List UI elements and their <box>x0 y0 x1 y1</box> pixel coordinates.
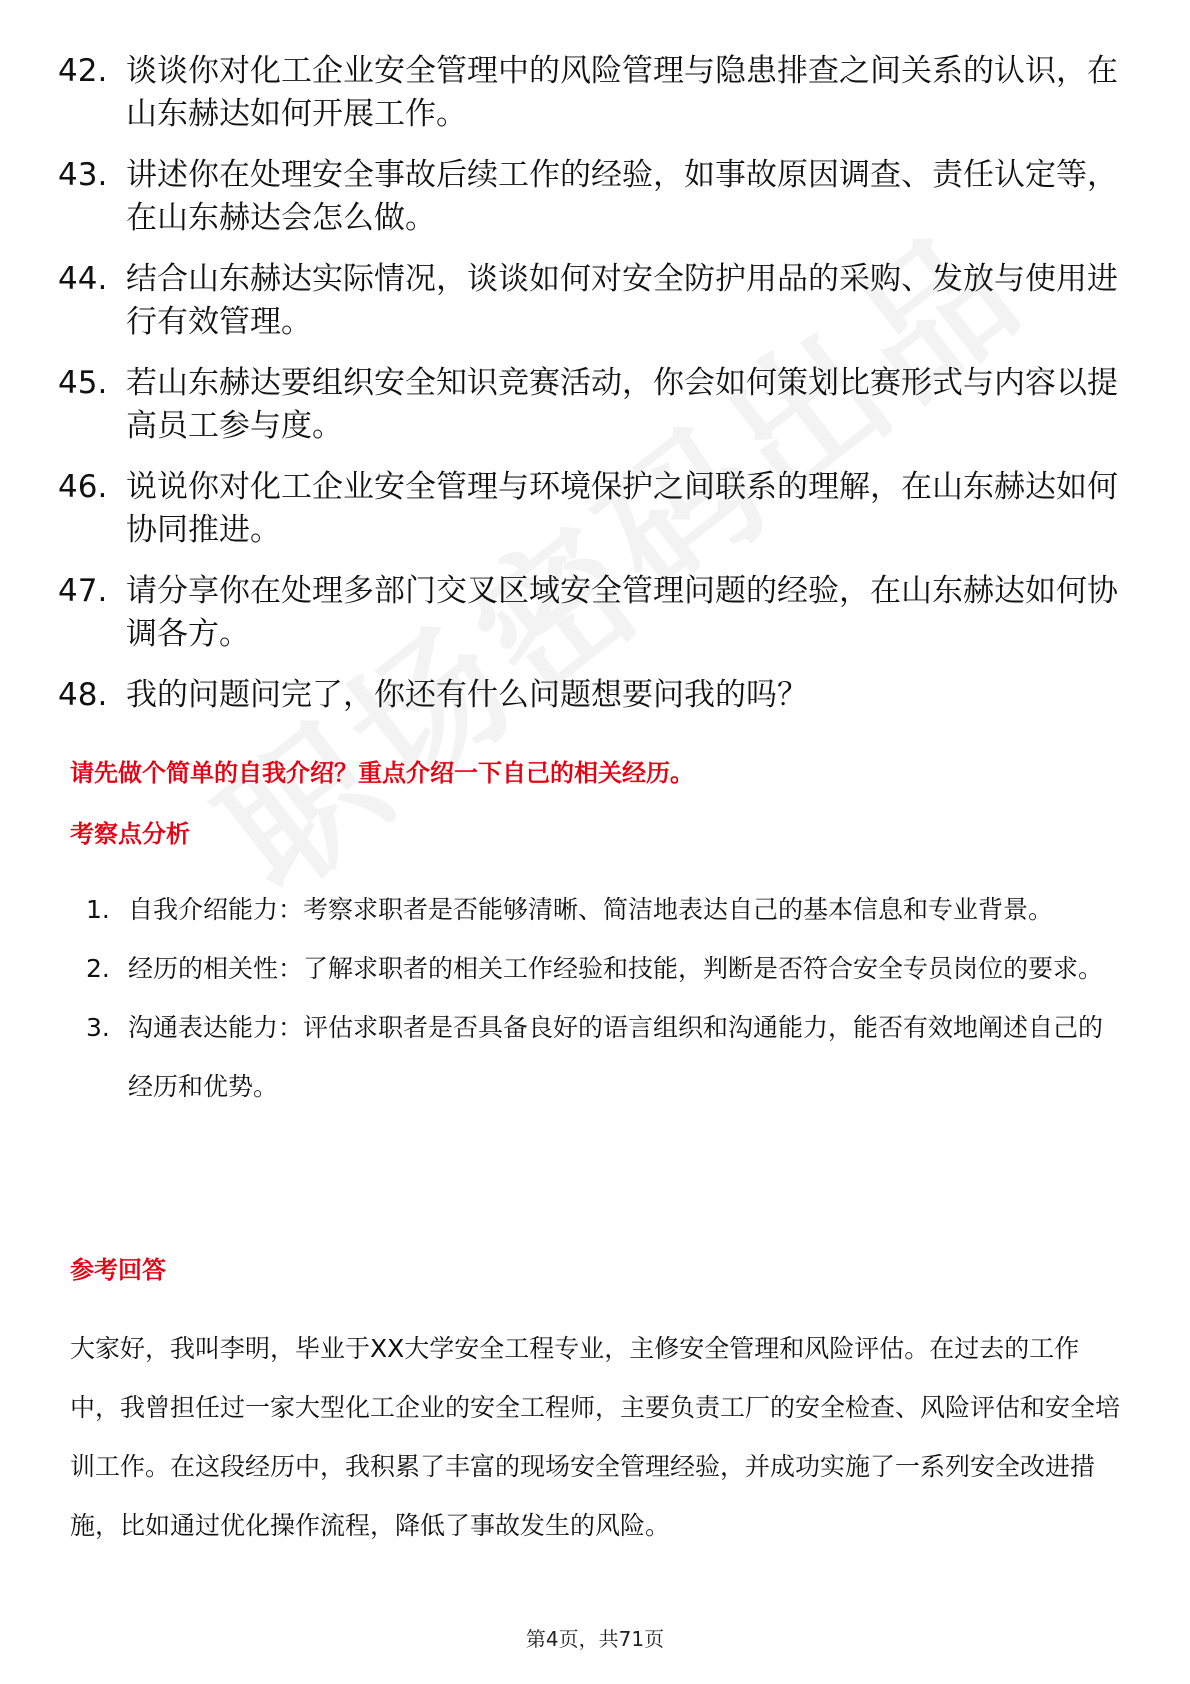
question-text: 结合山东赫达实际情况，谈谈如何对安全防护用品的采购、发放与使用进行有效管理。 <box>126 261 1118 340</box>
question-item <box>58 258 1138 344</box>
point-text: 自我介绍能力：考察求职者是否能够清晰、简洁地表达自己的基本信息和专业背景。 <box>128 895 1054 924</box>
highlight-question: 请先做个简单的自我介绍？重点介绍一下自己的相关经历。 <box>70 759 694 787</box>
reference-heading: 参考回答 <box>70 1256 166 1284</box>
analysis-points <box>86 880 1116 1116</box>
question-item <box>58 154 1138 240</box>
point-text: 沟通表达能力：评估求职者是否具备良好的语言组织和沟通能力，能否有效地阐述自己的经历和优势。 <box>128 1013 1104 1101</box>
point-number: 3. <box>86 1013 110 1042</box>
question-text: 说说你对化工企业安全管理与环境保护之间联系的理解，在山东赫达如何协同推进。 <box>126 469 1118 548</box>
question-number: 45. <box>58 365 108 401</box>
question-number: 47. <box>58 573 108 609</box>
page-footer: 第4页，共71页 <box>525 1627 665 1651</box>
point-number: 2. <box>86 954 110 983</box>
question-number: 44. <box>58 261 108 297</box>
question-item <box>58 674 1138 717</box>
question-item <box>58 362 1138 448</box>
question-text: 若山东赫达要组织安全知识竞赛活动，你会如何策划比赛形式与内容以提高员工参与度。 <box>126 365 1118 444</box>
question-text: 请分享你在处理多部门交叉区域安全管理问题的经验，在山东赫达如何协调各方。 <box>126 573 1118 652</box>
question-text: 谈谈你对化工企业安全管理中的风险管理与隐患排查之间关系的认识，在山东赫达如何开展工作。 <box>126 53 1118 132</box>
analysis-heading: 考察点分析 <box>70 820 190 848</box>
question-number: 43. <box>58 157 108 193</box>
question-item <box>58 466 1138 552</box>
analysis-point <box>86 939 1116 998</box>
question-item <box>58 50 1138 136</box>
analysis-point <box>86 880 1116 939</box>
question-number: 48. <box>58 677 108 713</box>
point-number: 1. <box>86 895 110 924</box>
question-text: 我的问题问完了，你还有什么问题想要问我的吗？ <box>126 677 808 713</box>
question-text: 讲述你在处理安全事故后续工作的经验，如事故原因调查、责任认定等，在山东赫达会怎么做。 <box>126 157 1118 236</box>
analysis-point <box>86 998 1116 1116</box>
point-text: 经历的相关性：了解求职者的相关工作经验和技能，判断是否符合安全专员岗位的要求。 <box>128 954 1104 983</box>
question-number: 46. <box>58 469 108 505</box>
reference-answer: 大家好，我叫李明，毕业于XX大学安全工程专业，主修安全管理和风险评估。在过去的工作中，我曾担任过一家大型化工企业的安全工程师，主要负责工厂的安全检查、风险评估和安全培训工作。在这段经历中，我积累了丰富的现场安全管理经验，并成功实施了一系列安全改进措施，比如通过优化操作流程，降低了事故发生的风险。 <box>70 1334 1121 1540</box>
question-list <box>58 50 1138 735</box>
question-item <box>58 570 1138 656</box>
question-number: 42. <box>58 53 108 89</box>
